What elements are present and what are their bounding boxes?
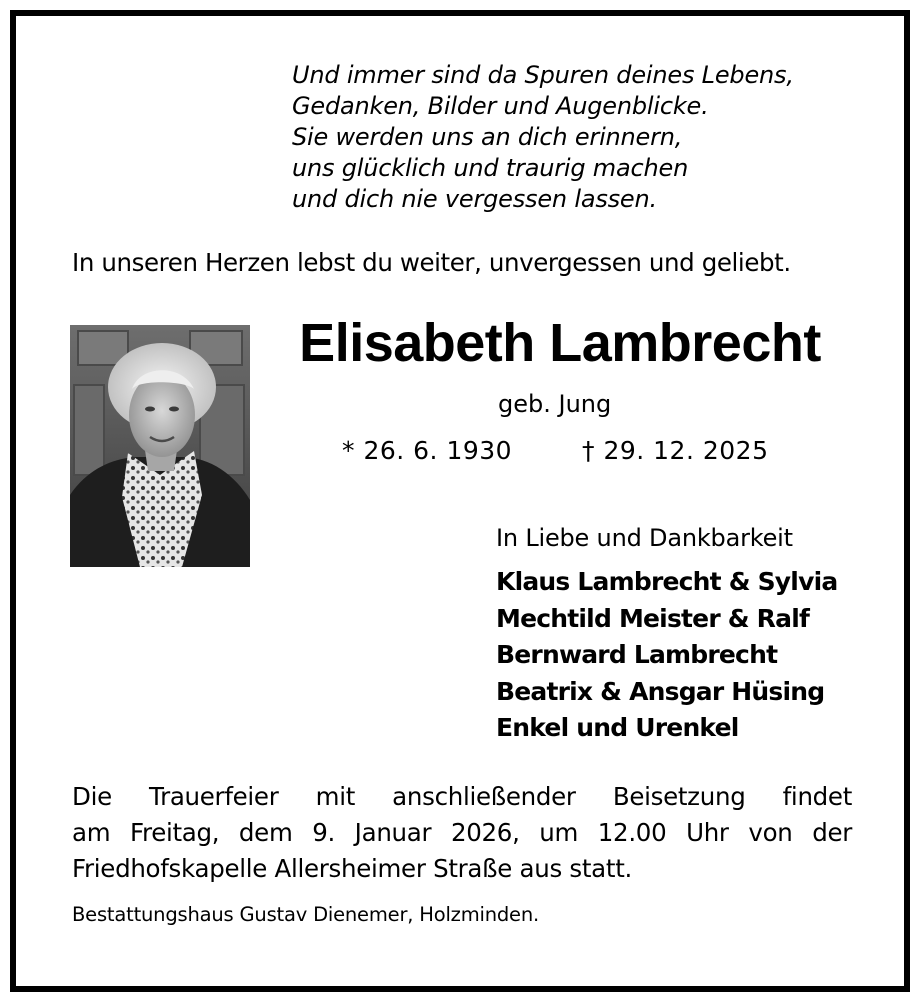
service-line: am Freitag, dem 9. Januar 2026, um 12.00 Uhr von der [72,818,852,847]
mourners-list [496,564,837,747]
service-line: Die Trauerfeier mit anschließender Beisetzung findet [72,782,852,811]
poem-line: und dich nie vergessen lassen. [292,185,657,213]
birth-date: * 26. 6. 1930 [342,436,513,465]
death-date: † 29. 12. 2025 [582,436,769,465]
portrait-image [70,325,250,567]
poem-line: Und immer sind da Spuren deines Lebens, [292,61,794,89]
service-announcement [72,779,852,887]
mourner-name: Mechtild Meister & Ralf [496,603,810,633]
portrait-photo [70,325,250,567]
mourner-name: Klaus Lambrecht & Sylvia [496,567,838,596]
memorial-poem [292,60,852,215]
poem-line: uns glücklich und traurig machen [292,154,689,182]
service-line: Friedhofskapelle Allersheimer Straße aus statt. [72,854,632,883]
motto: In unseren Herzen lebst du weiter, unvergessen und geliebt. [72,248,791,277]
poem-line: Sie werden uns an dich erinnern, [292,123,683,151]
poem-line: Gedanken, Bilder und Augenblicke. [292,92,709,120]
funeral-home: Bestattungshaus Gustav Dienemer, Holzminden. [72,903,540,926]
maiden-name: geb. Jung [498,390,612,418]
mourner-name: Bernward Lambrecht [496,640,778,669]
deceased-name: Elisabeth Lambrecht [299,313,821,373]
mourners-intro: In Liebe und Dankbarkeit [496,524,793,552]
mourner-name: Enkel und Urenkel [496,713,739,742]
mourner-name: Beatrix & Ansgar Hüsing [496,676,825,706]
